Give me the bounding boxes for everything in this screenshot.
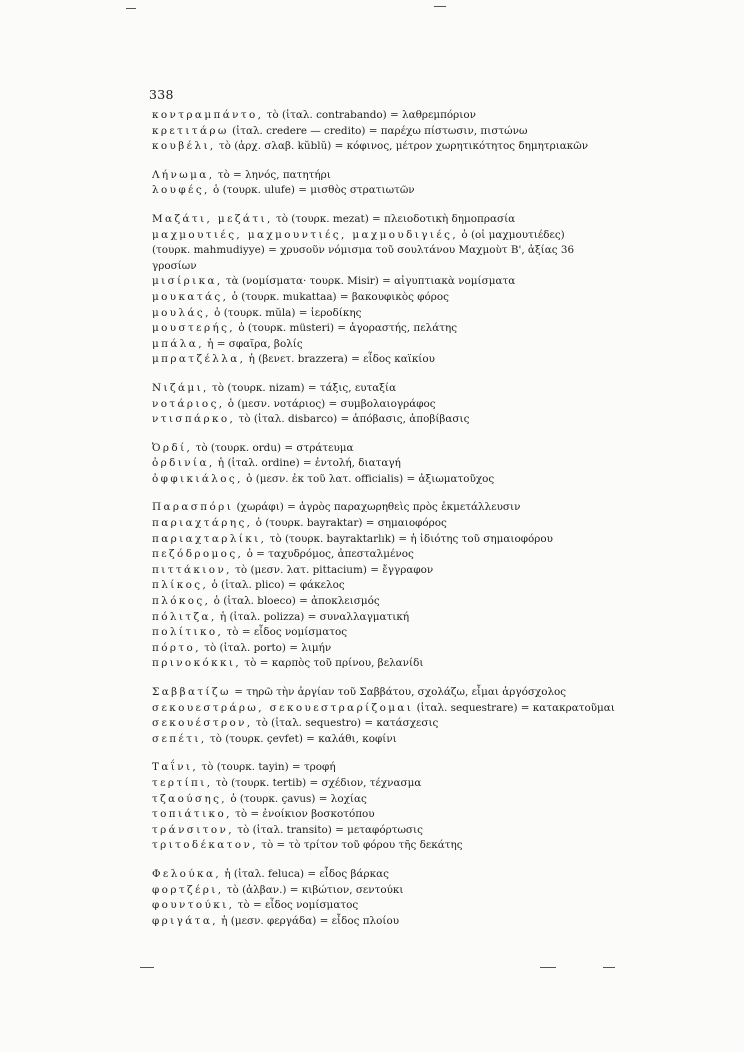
- headword: πιττάκιον,: [152, 563, 232, 576]
- bottom-edge-mark: [603, 967, 615, 968]
- top-edge-mark: [126, 8, 136, 9]
- definition: τὸ (ἰταλ. porto) = λιμήν: [200, 641, 332, 654]
- headword: μπάλα,: [152, 337, 204, 350]
- glossary-entry: [152, 594, 602, 610]
- letter-group: [152, 212, 602, 368]
- definition: τὸ (ἀρχ. σλαβ. kŭblŭ) = κόφινος, μέτρον χωρητικότητος δημητριακῶν: [215, 140, 589, 153]
- letter-group: [152, 108, 602, 155]
- headword: μουκατάς,: [152, 290, 229, 303]
- definition: ἡ (ἰταλ. ordine) = ἐντολή, διαταγή: [214, 457, 401, 470]
- definition: τὰ (νομίσματα· τουρκ. Misir) = αἰγυπτιακὰ νομίσματα: [222, 275, 516, 288]
- headword: πολίτικο,: [152, 626, 224, 639]
- headword: παριαχταρλίκι,: [152, 532, 267, 545]
- definition: τὸ (ἰταλ. sequestro) = κατάσχεσις: [252, 717, 439, 730]
- definition: τὸ (ἰταλ. contrabando) = λαθρεμπόριον: [263, 109, 476, 121]
- definition: ὁ = ταχυδρόμος, ἀπεσταλμένος: [243, 548, 414, 561]
- definition: ἡ = σφαῖρα, βολίς: [203, 337, 303, 350]
- headword: τράνσιτον,: [152, 823, 234, 836]
- headword: Μαζάτι, μεζάτι,: [152, 212, 273, 225]
- headword: Σαββατίζω: [152, 686, 231, 698]
- definition: τὸ (τουρκ. bayraktarlık) = ἡ ἰδιότης τοῦ σημαιοφόρου: [266, 532, 553, 545]
- definition: τὸ (τουρκ. tertib) = σχέδιον, τέχνασμα: [212, 776, 422, 789]
- letter-group: [152, 760, 602, 854]
- headword: μαχμουτιές, μαχμουντιές, μαχμουδιγιές,: [152, 228, 459, 241]
- glossary-entry: [152, 610, 602, 626]
- glossary-entry: [152, 500, 602, 516]
- glossary-entry: [152, 516, 602, 532]
- definition: τὸ = εἶδος νομίσματος: [223, 626, 348, 639]
- glossary-entry: [152, 352, 602, 368]
- definition: ὁ (μεσν. νοτάριος) = συμβολαιογράφος: [224, 397, 436, 410]
- bottom-edge-mark: [540, 967, 556, 968]
- glossary-entry: [152, 183, 602, 199]
- top-edge-mark: [434, 6, 446, 7]
- glossary-entry: [152, 760, 602, 776]
- definition: ἡ (ἰταλ. feluca) = εἶδος βάρκας: [221, 867, 389, 880]
- glossary-entry: [152, 337, 602, 353]
- glossary-entry: [152, 823, 602, 839]
- definition: ἡ (ἰταλ. polizza) = συναλλαγματική: [216, 610, 410, 623]
- glossary-entry: [152, 274, 602, 290]
- glossary-entry: [152, 867, 602, 883]
- headword: κοντραμπάντο,: [152, 109, 264, 121]
- glossary-entry: [152, 532, 602, 548]
- headword: Νιζάμι,: [152, 381, 209, 394]
- letter-group: [152, 500, 602, 672]
- glossary-entry: [152, 472, 602, 488]
- definition: ὁ (τουρκ. bayraktar) = σημαιοφόρος: [252, 517, 447, 530]
- headword: πρινοκόκκι,: [152, 657, 242, 670]
- headword: σεκουεστράρω, σεκουεστραρίζομαι: [152, 701, 414, 714]
- glossary-entry: [152, 701, 615, 717]
- definition: τὸ (τουρκ. nizam) = τάξις, ευταξία: [208, 381, 397, 394]
- headword: πλόκος,: [152, 595, 211, 608]
- headword: τοπιάτικο,: [152, 808, 232, 821]
- glossary-entry: [152, 321, 602, 337]
- glossary-entry: [152, 898, 602, 914]
- glossary-entry: [152, 563, 602, 579]
- definition: ὁ (οἱ μαχμουτιέδες) (τουρκ. mahmudiyye) = χρυσοῦν νόμισμα τοῦ σουλτάνου Μαχμοὺτ Β', ἀξίας 36 γροσίων: [152, 228, 575, 272]
- headword: λουφές,: [152, 184, 210, 197]
- definition: τὸ = ληνός, πατητήρι: [214, 168, 331, 181]
- glossary-entry: [152, 397, 602, 413]
- definition: ὁ (τουρκ. müsteri) = ἀγοραστής, πελάτης: [235, 322, 458, 335]
- headword: παριαχτάρης,: [152, 517, 253, 530]
- glossary-entry: [152, 228, 602, 275]
- glossary-entry: [152, 108, 602, 124]
- headword: κουβέλι,: [152, 140, 216, 153]
- headword: μουλάς,: [152, 306, 211, 319]
- glossary-entry: [152, 139, 602, 155]
- definition: τὸ (τουρκ. tayin) = τροφή: [198, 761, 336, 774]
- glossary-entry: [152, 456, 602, 472]
- bottom-edge-mark: [140, 967, 154, 968]
- letter-group: [152, 441, 602, 488]
- headword: Λήνωμα,: [152, 168, 215, 181]
- glossary-entry: [152, 412, 602, 428]
- letter-group: [152, 685, 615, 747]
- headword: μισίρικα,: [152, 275, 223, 288]
- letter-group: [152, 867, 602, 929]
- definition: ἡ (μεσν. φεργάδα) = εἶδος πλοίου: [217, 914, 400, 927]
- glossary-entry: [152, 807, 602, 823]
- definition: ἡ (βενετ. brazzera) = εἶδος καϊκίου: [245, 353, 435, 366]
- headword: φορτζέρι,: [152, 883, 224, 896]
- definition: = τηρῶ τὴν ἀργίαν τοῦ Σαββάτου, σχολάζω, εἶμαι ἀργόσχολος: [230, 686, 567, 698]
- headword: φουντούκι,: [152, 899, 235, 912]
- headword: Φελούκα,: [152, 867, 222, 880]
- headword: ὀρδινία,: [152, 457, 215, 470]
- definition: τὸ (μεσν. λατ. pittacium) = ἔγγραφον: [231, 563, 434, 576]
- headword: πλίκος,: [152, 579, 209, 592]
- headword: τερτίπι,: [152, 776, 213, 789]
- glossary-entry: [152, 124, 602, 140]
- definition: (ἰταλ. sequestrare) = κατακρατοῦμαι: [413, 701, 615, 714]
- glossary-entry: [152, 212, 602, 228]
- glossary-entry: [152, 306, 602, 322]
- definition: τὸ (ἀλβαν.) = κιβώτιον, σεντούκι: [223, 883, 404, 896]
- letter-group: [152, 381, 602, 428]
- definition: (χωράφι) = ἀγρὸς παραχωρηθεὶς πρὸς ἐκμετάλλευσιν: [233, 501, 521, 514]
- glossary-entry: [152, 776, 602, 792]
- headword: κρετιτάρω: [152, 124, 229, 137]
- definition: τὸ = καρπὸς τοῦ πρίνου, βελανίδι: [241, 657, 424, 670]
- glossary-entry: [152, 685, 602, 701]
- headword: μπρατζέλλα,: [152, 353, 246, 366]
- definition: ὁ (τουρκ. mukattaa) = βακουφικὸς φόρος: [228, 290, 449, 303]
- glossary-entry: [152, 732, 602, 748]
- glossary-content: [152, 108, 615, 942]
- headword: ντισπάρκο,: [152, 413, 236, 426]
- glossary-entry: [152, 441, 602, 457]
- glossary-entry: [152, 883, 602, 899]
- page-number: 338: [149, 87, 174, 102]
- definition: τὸ (ἰταλ. transito) = μεταφόρτωσις: [233, 823, 423, 836]
- headword: Παρασπόρι: [152, 501, 234, 514]
- glossary-entry: [152, 547, 602, 563]
- headword: τζαούσης,: [152, 792, 228, 805]
- headword: μουστερής,: [152, 322, 236, 335]
- definition: τὸ = τὸ τρίτον τοῦ φόρου τῆς δεκάτης: [257, 839, 463, 852]
- glossary-entry: [152, 168, 602, 184]
- glossary-entry: [152, 914, 602, 930]
- headword: σεπέτι,: [152, 732, 207, 745]
- definition: τὸ (τουρκ. mezat) = πλειοδοτικὴ δημοπρασία: [272, 212, 516, 225]
- headword: πόλιτζα,: [152, 610, 217, 623]
- headword: σεκουέστρον,: [152, 717, 253, 730]
- glossary-entry: [152, 625, 602, 641]
- letter-group: [152, 168, 602, 199]
- definition: τὸ = ἐνοίκιον βοσκοτόπου: [231, 808, 375, 821]
- glossary-entry: [152, 641, 602, 657]
- glossary-entry: [152, 716, 602, 732]
- glossary-entry: [152, 792, 602, 808]
- definition: τὸ (τουρκ. ordu) = στράτευμα: [192, 441, 354, 454]
- headword: πεζόδρομος,: [152, 548, 244, 561]
- glossary-entry: [152, 578, 602, 594]
- headword: Ταΐνι,: [152, 761, 199, 774]
- definition: ὁ (τουρκ. ulufe) = μισθὸς στρατιωτῶν: [209, 184, 415, 197]
- definition: τὸ = εἶδος νομίσματος: [234, 899, 359, 912]
- glossary-entry: [152, 290, 602, 306]
- headword: νοτάριος,: [152, 397, 225, 410]
- definition: τὸ (ἰταλ. disbarco) = ἀπόβασις, ἀποβίβασις: [235, 413, 470, 426]
- definition: ὁ (τουρκ. mŭla) = ἱεροδίκης: [210, 306, 362, 319]
- definition: τὸ (τουρκ. çevfet) = καλάθι, κοφίνι: [206, 732, 397, 745]
- glossary-entry: [152, 656, 602, 672]
- glossary-entry: [152, 838, 602, 854]
- definition: ὁ (τουρκ. çavus) = λοχίας: [227, 792, 367, 805]
- definition: ὁ (ἰταλ. plico) = φάκελος: [208, 579, 345, 592]
- definition: ὁ (ἰταλ. bloeco) = ἀποκλεισμός: [210, 595, 380, 608]
- headword: Ὀρδί,: [152, 441, 193, 454]
- definition: (ἰταλ. credere — credito) = παρέχω πίστωσιν, πιστώνω: [228, 124, 528, 137]
- glossary-entry: [152, 381, 602, 397]
- headword: τριτοδέκατον,: [152, 839, 258, 852]
- headword: πόρτο,: [152, 641, 201, 654]
- definition: ὁ (μεσν. ἐκ τοῦ λατ. officialis) = ἀξιωματοῦχος: [242, 472, 495, 485]
- headword: φριγάτα,: [152, 914, 218, 927]
- headword: ὀφφικιάλος,: [152, 472, 243, 485]
